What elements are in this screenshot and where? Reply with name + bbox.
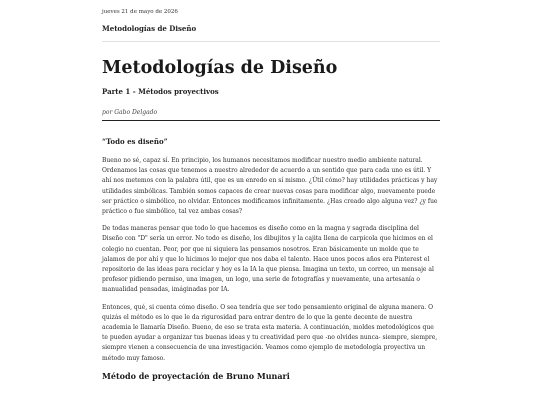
header-date: jueves 21 de mayo de 2026: [102, 9, 178, 15]
paragraph-3: Entonces, qué, si cuenta cómo diseño. O sea tendría que ser todo pensamiento original de alguna manera. O quizás el método es lo que le da rigurosidad para entrar dentro de lo que la gente decente de nuestra academia le llamaría Diseño. Bueno, de eso se trata esta materia. A continuación, moldes metodológicos que te pueden ayudar a organizar tus buenas ideas y tu creatividad pero que -no olvides nunca- siempre, siempre, siempre vienen a consecuencia de una investigación. Veamos como ejemplo de metodología proyectiva un método muy famoso.: [102, 303, 438, 362]
paragraph-1: Bueno no sé, capaz sí. En principio, los humanos necesitamos modificar nuestro medio ambiente natural. Ordenamos las cosas que tenemos a nuestro alrededor de acuerdo a un sentido que para cada uno es útil. Y ahí nos metemos con la palabra útil, que es un enredo en sí mismo. ¿Útil cómo? hay utilidades prácticas y hay utilidades simbólicas. También somos capaces de crear nuevas cosas para modificar algo, nuevamente puede ser práctico o simbólico, no olvidar. Entonces modificamos infinitamente. ¿Has creado algo alguna vez? ¿y fue práctico o fue simbólico, tal vez ambas cosas?: [102, 157, 438, 216]
author-divider: [102, 120, 440, 121]
blog-header: [102, 8, 440, 35]
post-author: por Gabo Delgado: [102, 109, 158, 116]
post-subtitle: Parte 1 - Métodos proyectivos: [102, 87, 219, 96]
site-title-link[interactable]: Metodologías de Diseño: [102, 24, 197, 33]
section-heading: “Todo es diseño”: [102, 137, 168, 146]
header-divider: [102, 41, 440, 42]
post-body: [102, 137, 440, 382]
post-title: Metodologías de Diseño: [102, 58, 338, 78]
next-section-heading: Método de proyectación de Bruno Munari: [102, 370, 290, 381]
paragraph-2: De todas maneras pensar que todo lo que hacemos es diseño como en la magna y sagrada disciplina del Diseño con "D" sería un error. No todo es diseño, los dibujitos y la cajita llena de carpicola que hicimos en el colegio no cuentan. Peor, por que ni siquiera las pensamos nosotros. Eran básicamente un molde que te jalamos de por ahí y que lo hicimos lo mejor que nos daba el talento. Hace unos pocos años era Pinterest el repositorio de las ideas para reciclar y hoy es la IA la que piensa. Imagina un texto, un correo, un mensaje al profesor pidiendo permiso, una imagen, un logo, una serie de fotografías y nuevamente, una artesanía o manualidad pensadas, imáginadas por IA.: [102, 225, 434, 294]
